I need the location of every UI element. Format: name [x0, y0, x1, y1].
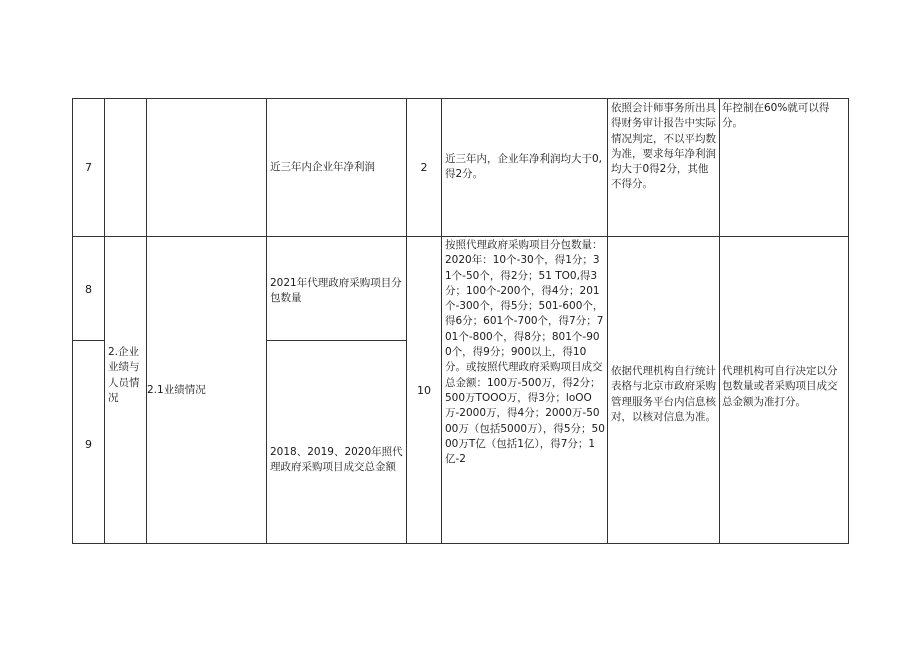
col-divider-2 — [146, 98, 147, 544]
col-divider-5 — [441, 98, 442, 544]
row-divider-8-9 — [72, 340, 104, 341]
evidence-net-profit: 依照会计师事务所出具得财务审计报告中实际情况判定，不以平均数为准，要求每年净利润均大于0得2分，其他不得分。 — [611, 102, 716, 191]
remark-net-profit: 年控制在60%就可以得分。 — [722, 102, 830, 130]
row-number-7: 7 — [85, 161, 92, 174]
score-performance: 10 — [417, 384, 431, 397]
row-divider-8-9-item — [266, 340, 406, 341]
row-number-8: 8 — [85, 283, 92, 296]
table-border-right — [848, 98, 849, 544]
scoring-item-transaction-amount: 2018、2019、2020年照代理政府采购项目成交总金额 — [270, 446, 403, 474]
table-border-top — [72, 98, 849, 99]
criteria-net-profit: 近三年内，企业年净利润均大于0,得2分。 — [445, 153, 603, 181]
score-net-profit: 2 — [420, 161, 428, 174]
scoring-item-package-count: 2021年代理政府采购项目分包数量 — [270, 277, 402, 305]
col-divider-1 — [104, 98, 105, 544]
col-divider-3 — [266, 98, 267, 544]
subcategory-performance: 2.1业绩情况 — [147, 384, 206, 396]
scoring-item-net-profit: 近三年内企业年净利润 — [270, 161, 375, 173]
col-divider-6 — [607, 98, 608, 544]
col-divider-7 — [719, 98, 720, 544]
row-number-9: 9 — [85, 438, 92, 451]
row-divider-7-8 — [72, 236, 849, 237]
category-performance-staff: 2.企业业绩与人员情况 — [108, 346, 140, 404]
evidence-performance: 依据代理机构自行统计表格与北京市政府采购管理服务平台内信息核对，以核对信息为准。 — [611, 365, 716, 423]
remark-performance: 代理机构可自行决定以分包数量或者采购项目成交总金额为准打分。 — [722, 365, 838, 408]
table-border-bottom — [72, 543, 849, 544]
criteria-performance: 按照代理政府采购项目分包数量：2020年：10个-30个，得1分；31个-50个，得2分；51 TO0,得3分；100个-200个，得4分；201个-300个，得5分；501-600个，得6分；601个-700个，得7分；701个-800个，得8分；801个-900个，得9分；900以上，得10分。或按照代理政府采购项目成交总金额：100万-500万，得2分；500万TOOO万，得3分；loOO万-2000万，得4分；2000万-5000万（包括5000万），得5分；5000万T亿（包括1亿），得7分；1亿-2 — [445, 239, 605, 466]
